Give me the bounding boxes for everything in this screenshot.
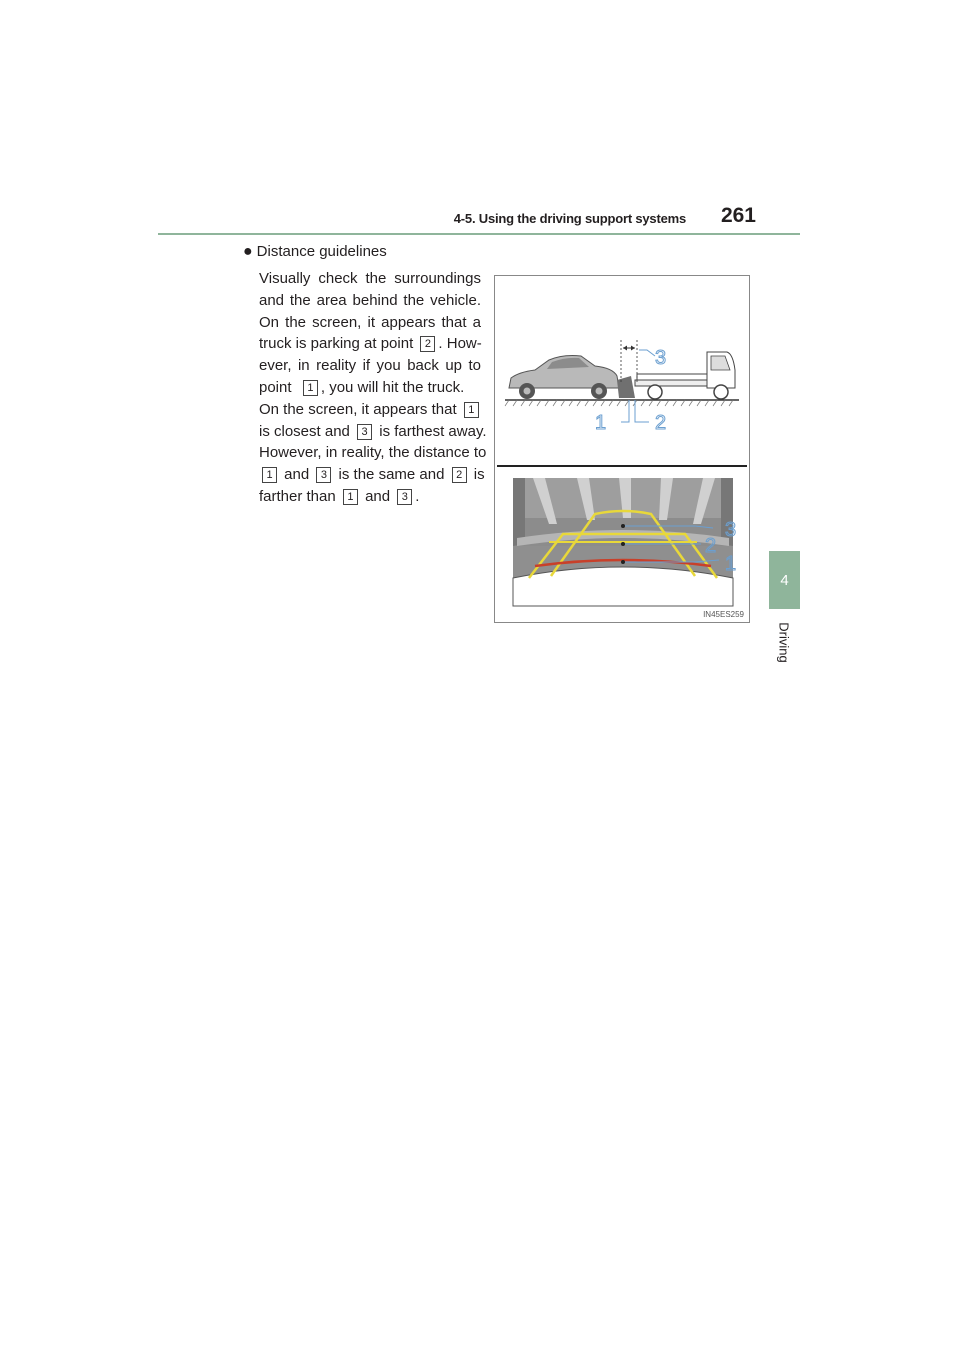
camera-view bbox=[513, 478, 736, 606]
marker-1: 1 bbox=[464, 402, 479, 418]
truck-illustration bbox=[635, 352, 735, 399]
text-line bbox=[259, 333, 481, 355]
text-fragment: , you will hit the truck. bbox=[320, 378, 465, 396]
text-line: On the screen, it appears that a bbox=[259, 313, 481, 331]
callout-1-top: 1 bbox=[595, 412, 607, 434]
text-line: However, in reality, the distance to bbox=[259, 444, 487, 462]
text-line bbox=[259, 377, 481, 399]
text-fragment: is closest and bbox=[259, 422, 350, 440]
text-line: and the area behind the vehicle. bbox=[259, 291, 481, 309]
marker-2: 2 bbox=[452, 467, 467, 483]
marker-1: 1 bbox=[343, 489, 358, 505]
figure-illustration bbox=[495, 276, 749, 622]
text-fragment: truck is parking at point bbox=[259, 335, 414, 353]
text-fragment: On the screen, it appears that bbox=[259, 400, 457, 418]
text-line bbox=[259, 421, 487, 443]
bullet-icon: ● bbox=[243, 243, 253, 260]
text-fragment: and bbox=[365, 487, 391, 505]
text-line: Visually check the surroundings bbox=[259, 270, 481, 287]
text-fragment: is bbox=[473, 466, 485, 484]
text-fragment: point bbox=[259, 378, 292, 396]
text-fragment: farther than bbox=[259, 487, 336, 505]
chapter-label bbox=[770, 612, 798, 672]
text-line bbox=[259, 399, 481, 421]
callout-2-bottom: 2 bbox=[705, 535, 717, 557]
text-line: ever, in reality if you back up to bbox=[259, 357, 481, 375]
section-title: 4-5. Using the driving support systems bbox=[453, 211, 686, 226]
text-fragment: and bbox=[284, 466, 310, 484]
bullet-heading bbox=[243, 243, 387, 261]
page-header bbox=[158, 202, 800, 232]
figure-code: IN45ES259 bbox=[703, 610, 744, 619]
header-rule bbox=[158, 233, 800, 235]
bullet-heading-text: Distance guidelines bbox=[256, 243, 387, 260]
text-line bbox=[259, 486, 481, 508]
side-view bbox=[505, 340, 739, 434]
marker-1: 1 bbox=[303, 380, 318, 396]
callout-2-top: 2 bbox=[655, 412, 667, 434]
marker-3: 3 bbox=[357, 424, 372, 440]
callout-1-bottom: 1 bbox=[725, 553, 737, 575]
chapter-tab[interactable] bbox=[769, 551, 800, 609]
marker-2: 2 bbox=[420, 336, 435, 352]
text-fragment: is the same and bbox=[338, 466, 445, 484]
callout-3-bottom: 3 bbox=[725, 519, 737, 541]
marker-3: 3 bbox=[316, 467, 331, 483]
body-paragraph bbox=[259, 268, 487, 508]
marker-3: 3 bbox=[397, 489, 412, 505]
text-fragment: is farthest away. bbox=[379, 422, 487, 440]
text-fragment: . bbox=[415, 487, 420, 505]
chapter-name: Driving bbox=[776, 621, 792, 663]
page-number: 261 bbox=[720, 204, 756, 227]
callout-3-top: 3 bbox=[655, 347, 667, 369]
marker-1: 1 bbox=[262, 467, 277, 483]
text-fragment: . How- bbox=[438, 335, 482, 353]
text-line bbox=[259, 464, 485, 486]
chapter-number: 4 bbox=[780, 571, 789, 589]
distance-guidelines-figure bbox=[494, 275, 750, 623]
